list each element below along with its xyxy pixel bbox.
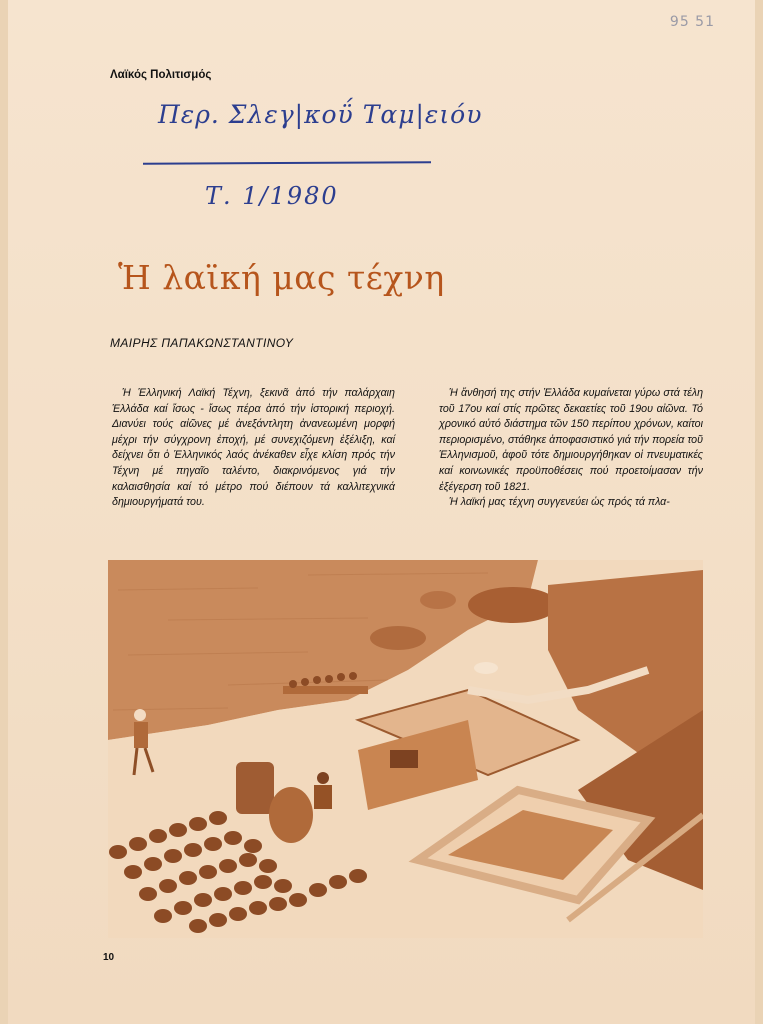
rock [468,587,558,623]
column2-paragraph-1: Ἡ ἄνθησή της στήν Ἑλλάδα κυμαίνεται γύρω στά τέλη τοῦ 17ου καί στίς πρῶτες δεκαετίες τοῦ 19ου αἰῶνα. Τό χρονικό αὐτό διάστημα τῶν 150 περίπου χρόνων, καίτοι περιορισμένο, στάθηκε ἀποφασιστικό γιά τήν πορεία τοῦ Ἑλληνισμοῦ, ἀφοῦ τότε δημιουργήθηκαν οἱ πνευματικές καί κοινωνικές προϋποθέσεις πού προετοίμασαν τήν ἐξέγερση τοῦ 1821. [439,387,703,493]
column2-paragraph-2: Ἡ λαϊκή μας τέχνη συγγενεύει ὡς πρός τά πλα- [449,496,670,509]
worker-body [314,785,332,809]
article-headline: Ἡ λαϊκή μας τέχνη [118,258,445,297]
rock [370,626,426,650]
barrel [236,762,274,814]
text-column-2 [439,386,703,511]
handwritten-underline [143,161,431,165]
archive-code: 95 51 [669,14,715,30]
worker-head [317,772,329,784]
pottery-workshop-photo [108,560,703,938]
person-body [134,722,148,748]
handwritten-date: Τ. 1/1980 [205,182,339,210]
column1-paragraph: Ἡ Ἑλληνική Λαϊκή Τέχνη, ξεκινᾶ ἀπό τήν παλάρχαιη Ἑλλάδα καί ἴσως - ἴσως πέρα ἀπό τήν ἱστορική περιοχή. Διανύει τούς αἰῶνες μέ ἀνεξάντλητη ἀνανεωμένη μορφή μέχρι τήν σύγχρονη ἐποχή, μέ συνεχιζόμενη ἐξέλιξη, καί δείχνει ὅτι ὁ Ἑλληνικός λαός ἀνέκαθεν εἶχε κλίση πρός τήν Τέχνη μέ πηγαῖο ταλέντο, διακρινόμενος γιά τήν καλαισθησία καί τό μέτρο πού διέπουν τά καλλιτεχνικά δημιουργήματά του. [112,387,395,509]
text-column-1 [112,386,395,511]
clay-jar [269,787,313,843]
handwritten-title: Περ. Σλεγ|κοΰ Ταμ|ειόυ [158,100,483,129]
section-label: Λαϊκός Πολιτισμός [110,69,212,81]
paper-edge-right [755,0,763,1024]
article-author: ΜΑΙΡΗΣ ΠΑΠΑΚΩΝΣΤΑΝΤΙΝΟΥ [110,336,294,350]
paper-edge-left [0,0,8,1024]
page-number: 10 [103,952,115,963]
person-head [134,709,146,721]
rock [420,591,456,609]
kiln-opening [390,750,418,768]
photo-illustration [108,560,703,938]
kiln-dome [474,662,498,674]
